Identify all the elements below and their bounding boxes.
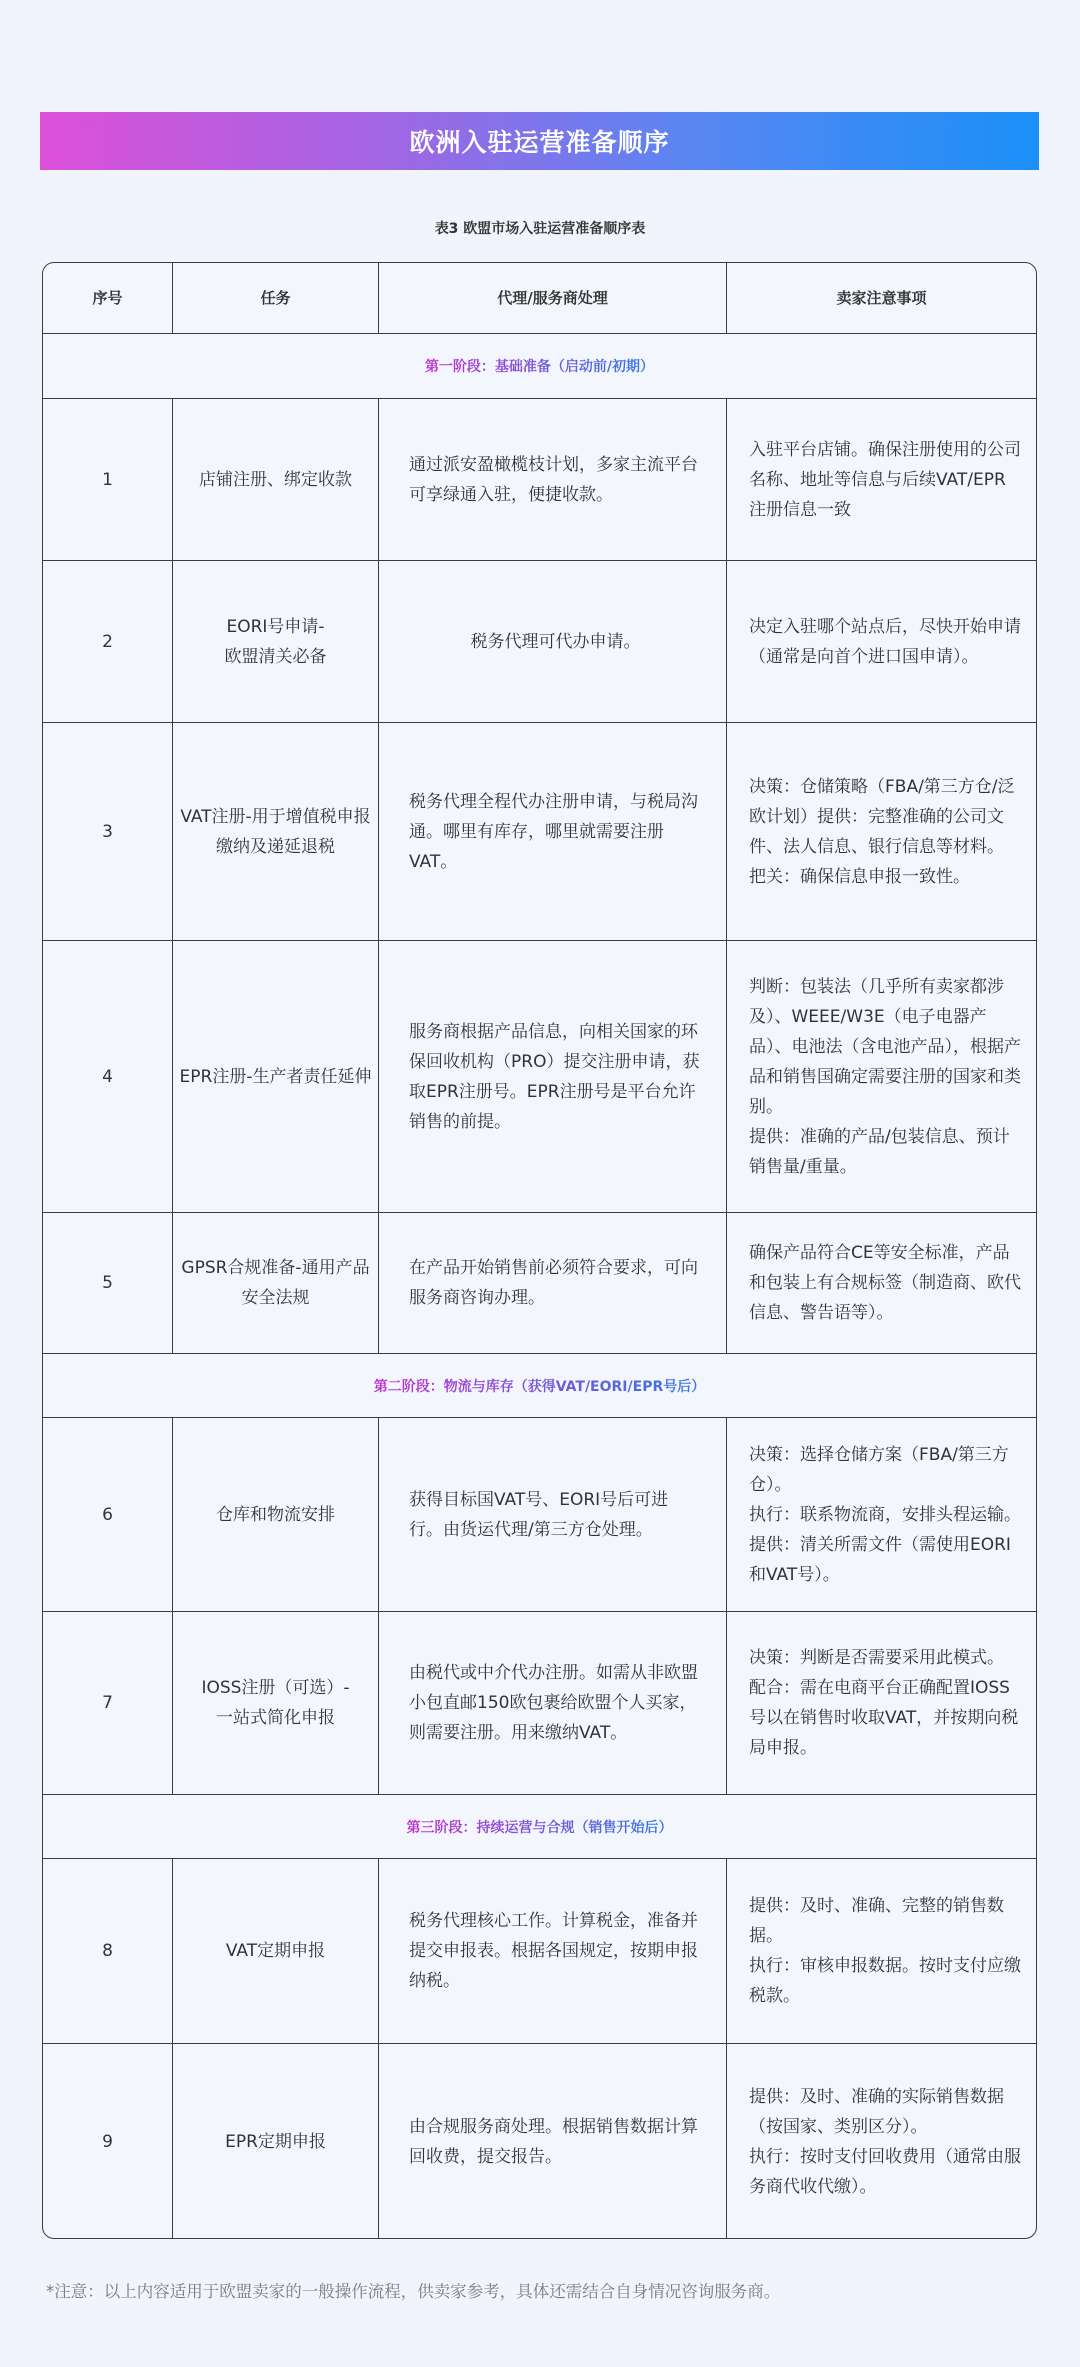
table-row [43,2044,1036,2239]
title-banner [40,112,1039,170]
row-task: GPSR合规准备-通用产品安全法规 [173,1213,379,1353]
stage-row-2 [43,1354,1036,1418]
row-number: 2 [43,561,173,722]
row-agent: 税务代理核心工作。计算税金，准备并提交申报表。根据各国规定，按期申报纳税。 [379,1859,727,2043]
row-agent: 税务代理全程代办注册申请，与税局沟通。哪里有库存，哪里就需要注册VAT。 [379,723,727,940]
row-seller: 确保产品符合CE等安全标准，产品和包装上有合规标签（制造商、欧代信息、警告语等）。 [749,1243,1021,1323]
row-agent: 获得目标国VAT号、EORI号后可进行。由货运代理/第三方仓处理。 [379,1418,727,1611]
row-agent: 服务商根据产品信息，向相关国家的环保回收机构（PRO）提交注册申请，获取EPR注册号。EPR注册号是平台允许销售的前提。 [379,941,727,1212]
row-number: 3 [43,723,173,940]
footnote: *注意：以上内容适用于欧盟卖家的一般操作流程，供卖家参考，具体还需结合自身情况咨询服务商。 [46,2282,781,2301]
row-number: 1 [43,399,173,560]
row-number: 6 [43,1418,173,1611]
row-seller: 提供：及时、准确、完整的销售数据。 执行：审核申报数据。按时支付应缴税款。 [749,1896,1021,2006]
header-no: 序号 [43,263,173,333]
table-row [43,399,1036,561]
row-seller: 决策：判断是否需要采用此模式。 配合：需在电商平台正确配置IOSS号以在销售时收取VAT，并按期向税局申报。 [749,1648,1019,1758]
row-task: EPR注册-生产者责任延伸 [173,941,379,1212]
page-title: 欧洲入驻运营准备顺序 [409,128,670,157]
row-seller: 决策：仓储策略（FBA/第三方仓/泛欧计划）提供：完整准确的公司文件、法人信息、银行信息等材料。 把关：确保信息申报一致性。 [749,776,1015,887]
row-number: 9 [43,2044,173,2239]
row-agent: 在产品开始销售前必须符合要求，可向服务商咨询办理。 [379,1213,727,1353]
row-seller: 决定入驻哪个站点后，尽快开始申请（通常是向首个进口国申请）。 [749,616,1021,667]
table-row [43,1418,1036,1612]
row-task: VAT注册-用于增值税申报缴纳及递延退税 [173,723,379,940]
row-agent: 税务代理可代办申请。 [379,561,727,722]
table-row [43,561,1036,723]
table-row [43,941,1036,1213]
stage-label-1: 第一阶段：基础准备（启动前/初期） [425,356,654,376]
row-number: 8 [43,1859,173,2043]
table-row [43,1859,1036,2044]
row-task: EPR定期申报 [173,2044,379,2239]
table-row [43,1213,1036,1354]
stage-row-1 [43,334,1036,399]
stage-label-3: 第三阶段：持续运营与合规（销售开始后） [407,1817,673,1837]
row-number: 5 [43,1213,173,1353]
header-task: 任务 [173,263,379,333]
prep-sequence-table [42,262,1037,2239]
header-agent: 代理/服务商处理 [379,263,727,333]
row-seller: 提供：及时、准确的实际销售数据（按国家、类别区分）。 执行：按时支付回收费用（通常由服务商代收代缴）。 [749,2087,1021,2197]
row-task: 仓库和物流安排 [173,1418,379,1611]
row-agent: 由合规服务商处理。根据销售数据计算回收费，提交报告。 [379,2044,727,2239]
table-header-row [43,263,1036,334]
row-agent: 通过派安盈橄榄枝计划，多家主流平台可享绿通入驻，便捷收款。 [379,399,727,560]
row-seller: 入驻平台店铺。确保注册使用的公司名称、地址等信息与后续VAT/EPR注册信息一致 [749,439,1021,520]
row-number: 7 [43,1612,173,1794]
table-row [43,723,1036,941]
row-task: IOSS注册（可选）- 一站式简化申报 [173,1612,379,1794]
table-caption: 表3 欧盟市场入驻运营准备顺序表 [434,221,646,237]
row-seller: 决策：选择仓储方案（FBA/第三方仓）。 执行：联系物流商，安排头程运输。 提供：清关所需文件（需使用EORI和VAT号）。 [749,1444,1021,1585]
table-row [43,1612,1036,1795]
stage-row-3 [43,1795,1036,1859]
row-agent: 由税代或中介代办注册。如需从非欧盟小包直邮150欧包裹给欧盟个人买家，则需要注册。用来缴纳VAT。 [379,1612,727,1794]
row-task: EORI号申请- 欧盟清关必备 [173,561,379,722]
header-seller: 卖家注意事项 [836,289,927,307]
row-task: 店铺注册、绑定收款 [173,399,379,560]
row-seller: 判断：包装法（几乎所有卖家都涉及）、WEEE/W3E（电子电器产品）、电池法（含电池产品），根据产品和销售国确定需要注册的国家和类别。 提供：准确的产品/包装信息、预计销售量/重量。 [749,976,1021,1177]
row-task: VAT定期申报 [173,1859,379,2043]
stage-label-2: 第二阶段：物流与库存（获得VAT/EORI/EPR号后） [374,1376,705,1396]
row-number: 4 [43,941,173,1212]
